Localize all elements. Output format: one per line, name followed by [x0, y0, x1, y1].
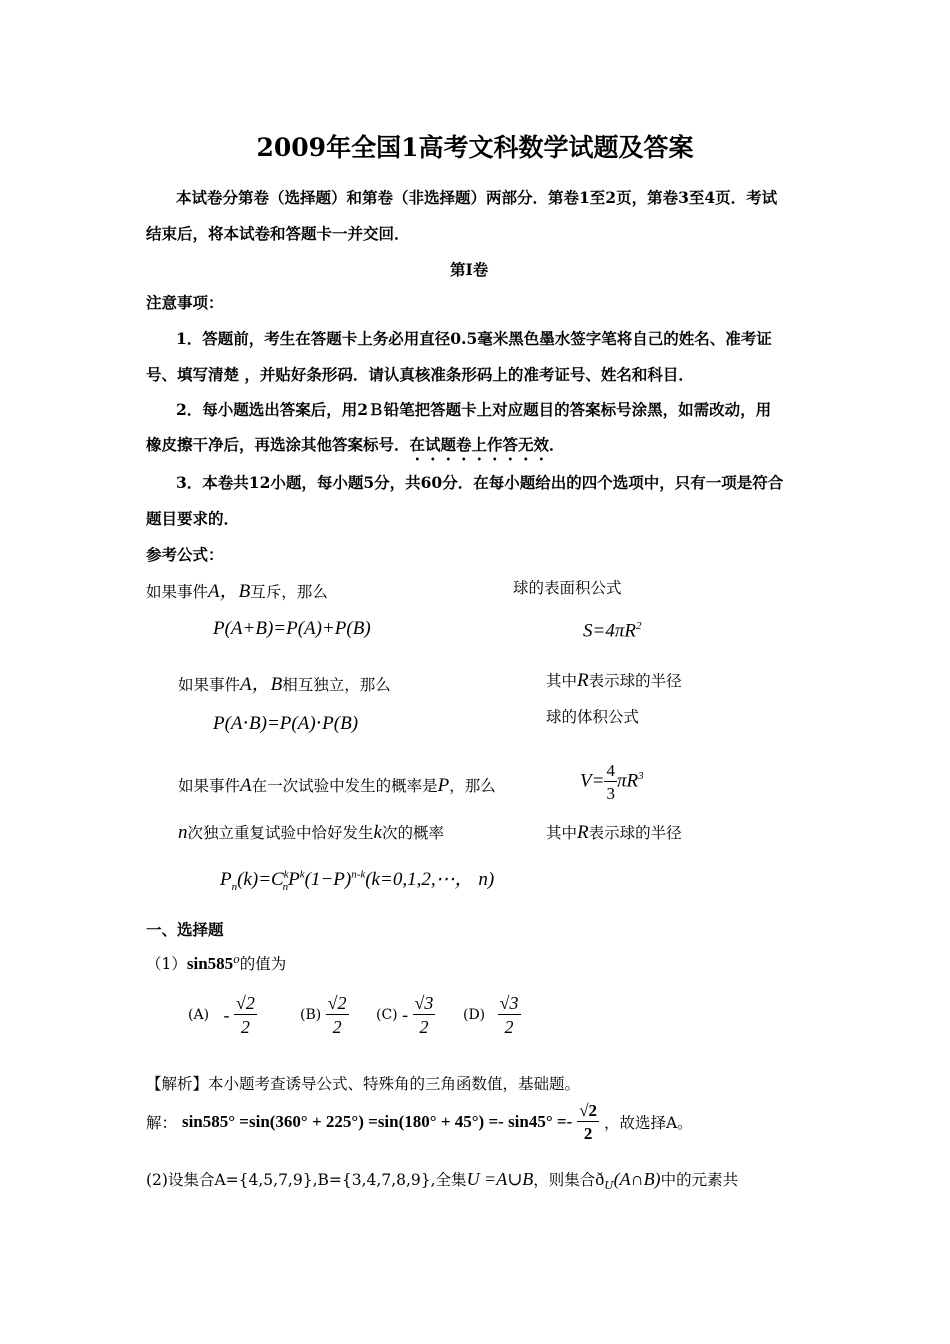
formulas-heading: 参考公式：	[146, 545, 224, 564]
sup-k: k	[299, 868, 305, 881]
q2-text: (2)设集合A={4,5,7,9},B={3,4,7,8,9},全集	[146, 1171, 467, 1189]
text: ，那么	[449, 777, 496, 795]
text: 如果事件	[146, 583, 209, 601]
note-2-line-1: 2．每小题选出答案后，用2Ｂ铅笔把答题卡上对应题目的答案标号涂黑，如需改动，用	[176, 400, 772, 419]
var: R	[577, 822, 589, 843]
var: P	[437, 775, 450, 796]
fraction	[413, 994, 436, 1036]
sphere-volume-formula	[580, 762, 644, 802]
den: 3	[606, 784, 615, 803]
solution	[146, 1102, 693, 1142]
section-choice-heading: 一、选择题	[146, 920, 224, 939]
p: P	[220, 869, 232, 890]
sub-n: n	[231, 880, 238, 893]
text: 在一次试验中发生的概率是	[251, 777, 438, 795]
rest: (1−P)	[304, 869, 352, 890]
minus: -	[223, 1004, 230, 1025]
fraction	[604, 762, 617, 802]
radius-note-2	[546, 821, 682, 844]
sup-2: 2	[635, 620, 642, 632]
intro-line-2: 结束后，将本试卷和答题卡一并交回．	[146, 224, 410, 243]
den: 2	[240, 1017, 250, 1037]
page-title: 2009年全国1高考文科数学试题及答案	[256, 133, 694, 162]
formula-text-exclusive	[146, 576, 328, 603]
option-d	[463, 994, 521, 1036]
text: 相互独立，那么	[282, 676, 391, 694]
num: √2	[235, 993, 255, 1013]
vars: A，B	[208, 581, 251, 602]
sphere-volume-label: 球的体积公式	[546, 708, 640, 726]
q-label: （1）	[146, 955, 187, 973]
q-expr: sin585	[186, 954, 234, 973]
q2-set: (A∩B)	[613, 1169, 661, 1189]
radius-note-1	[546, 669, 682, 692]
text: 次独立重复试验中恰好发生	[187, 824, 374, 842]
sphere-area-formula	[583, 620, 641, 642]
formula-text-binomial	[178, 821, 444, 844]
rest: πR	[616, 770, 639, 792]
note-2-emphasis: 在试题卷上作答无效	[409, 435, 550, 454]
q2-mid: ，则集合	[533, 1171, 596, 1189]
sub-n: n	[282, 880, 289, 893]
num: √3	[499, 993, 519, 1013]
num: √2	[579, 1101, 598, 1120]
fraction	[577, 1102, 599, 1142]
text: 互斥，那么	[250, 583, 328, 601]
num: √3	[414, 993, 434, 1013]
num: √2	[327, 993, 347, 1013]
intro-line-1: 本试卷分第卷（选择题）和第卷（非选择题）两部分．第卷1至2页，第卷3至4页．考试	[176, 188, 778, 207]
note-3-line-2: 题目要求的．	[146, 509, 240, 528]
sphere-area-label: 球的表面积公式	[513, 579, 622, 597]
den: 2	[332, 1017, 342, 1037]
sol-label: 解：	[146, 1114, 178, 1132]
text: 表示球的半径	[588, 672, 682, 690]
opt-label: (B)	[300, 1007, 322, 1023]
text: 其中	[546, 672, 578, 690]
q2-expr: U =A∪B	[466, 1169, 534, 1189]
q2-tail: 中的元素共	[660, 1171, 739, 1189]
note-2-period: ．	[549, 435, 565, 454]
note-3-line-1: 3．本卷共12小题，每小题5分，共60分．在每小题给出的四个选项中，只有一项是符合	[176, 473, 784, 492]
vars: A，B	[240, 674, 283, 695]
minus: -	[402, 1004, 409, 1025]
note-2-text: 橡皮擦干净后，再选涂其他答案标号．	[146, 435, 410, 454]
lhs: V=	[580, 770, 605, 792]
sub-u: U	[604, 1179, 614, 1193]
fraction	[234, 994, 257, 1036]
opt-label: (D)	[463, 1007, 486, 1023]
analysis: 【解析】本小题考查诱导公式、特殊角的三角函数值，基础题。	[146, 1075, 581, 1093]
den: 2	[419, 1017, 429, 1037]
num: 4	[606, 761, 615, 780]
sol-expr: sin585° =sin(360° + 225°) =sin(180° + 45°) =- sin45° =-	[181, 1112, 573, 1131]
section-title: 第Ⅰ卷	[450, 260, 489, 279]
note-1-line-1: 1．答题前，考生在答题卡上务必用直径0.5毫米黑色墨水签字笔将自己的姓名、准考证	[176, 329, 772, 348]
var: A	[240, 775, 252, 796]
var: n	[178, 822, 188, 843]
option-c	[376, 994, 435, 1036]
formula-binomial: $P_n(k)=C^k_nP^k(1-P)^{n-k}(k=0,1,2,\cdots$， n)	[220, 868, 495, 893]
q-suffix: 的值为	[239, 955, 287, 973]
text: 如果事件	[178, 777, 241, 795]
fraction	[326, 994, 349, 1036]
complement-symbol: ð	[595, 1169, 605, 1189]
sup-3: 3	[638, 770, 644, 783]
fraction	[498, 994, 521, 1036]
c: (k)=C	[237, 869, 284, 890]
den: 2	[504, 1017, 514, 1037]
formula-multiplication: P(A⋅B)=P(A)⋅P(B)	[213, 713, 359, 734]
sup-nk: n-k	[351, 868, 366, 881]
notes-heading: 注意事项：	[146, 293, 224, 312]
sol-suffix: ，故选择A。	[603, 1114, 693, 1132]
formula-addition: P(A+B)=P(A)+P(B)	[213, 618, 371, 639]
formula-text-probability	[178, 774, 496, 797]
option-a	[188, 994, 257, 1036]
question-2	[146, 1168, 738, 1192]
opt-label: (C)	[376, 1007, 398, 1023]
text: 次的概率	[381, 824, 444, 842]
text: 其中	[546, 824, 578, 842]
deg: o	[233, 952, 240, 966]
var: k	[373, 822, 382, 843]
text: 如果事件	[178, 676, 241, 694]
note-2-line-2	[146, 433, 565, 464]
sup-k: k	[283, 868, 289, 881]
text: 表示球的半径	[588, 824, 682, 842]
opt-label: (A)	[188, 1007, 210, 1023]
formula-text-independent	[178, 669, 391, 696]
note-1-line-2: 号、填写清楚 ，并贴好条形码．请认真核准条形码上的准考证号、姓名和科目．	[146, 365, 694, 384]
tail: (k=0,1,2,⋯， n)	[365, 869, 495, 890]
var: R	[577, 670, 589, 691]
expr: S=4πR	[583, 620, 636, 642]
den: 2	[583, 1124, 593, 1143]
option-b	[300, 994, 349, 1036]
question-1	[146, 952, 286, 974]
